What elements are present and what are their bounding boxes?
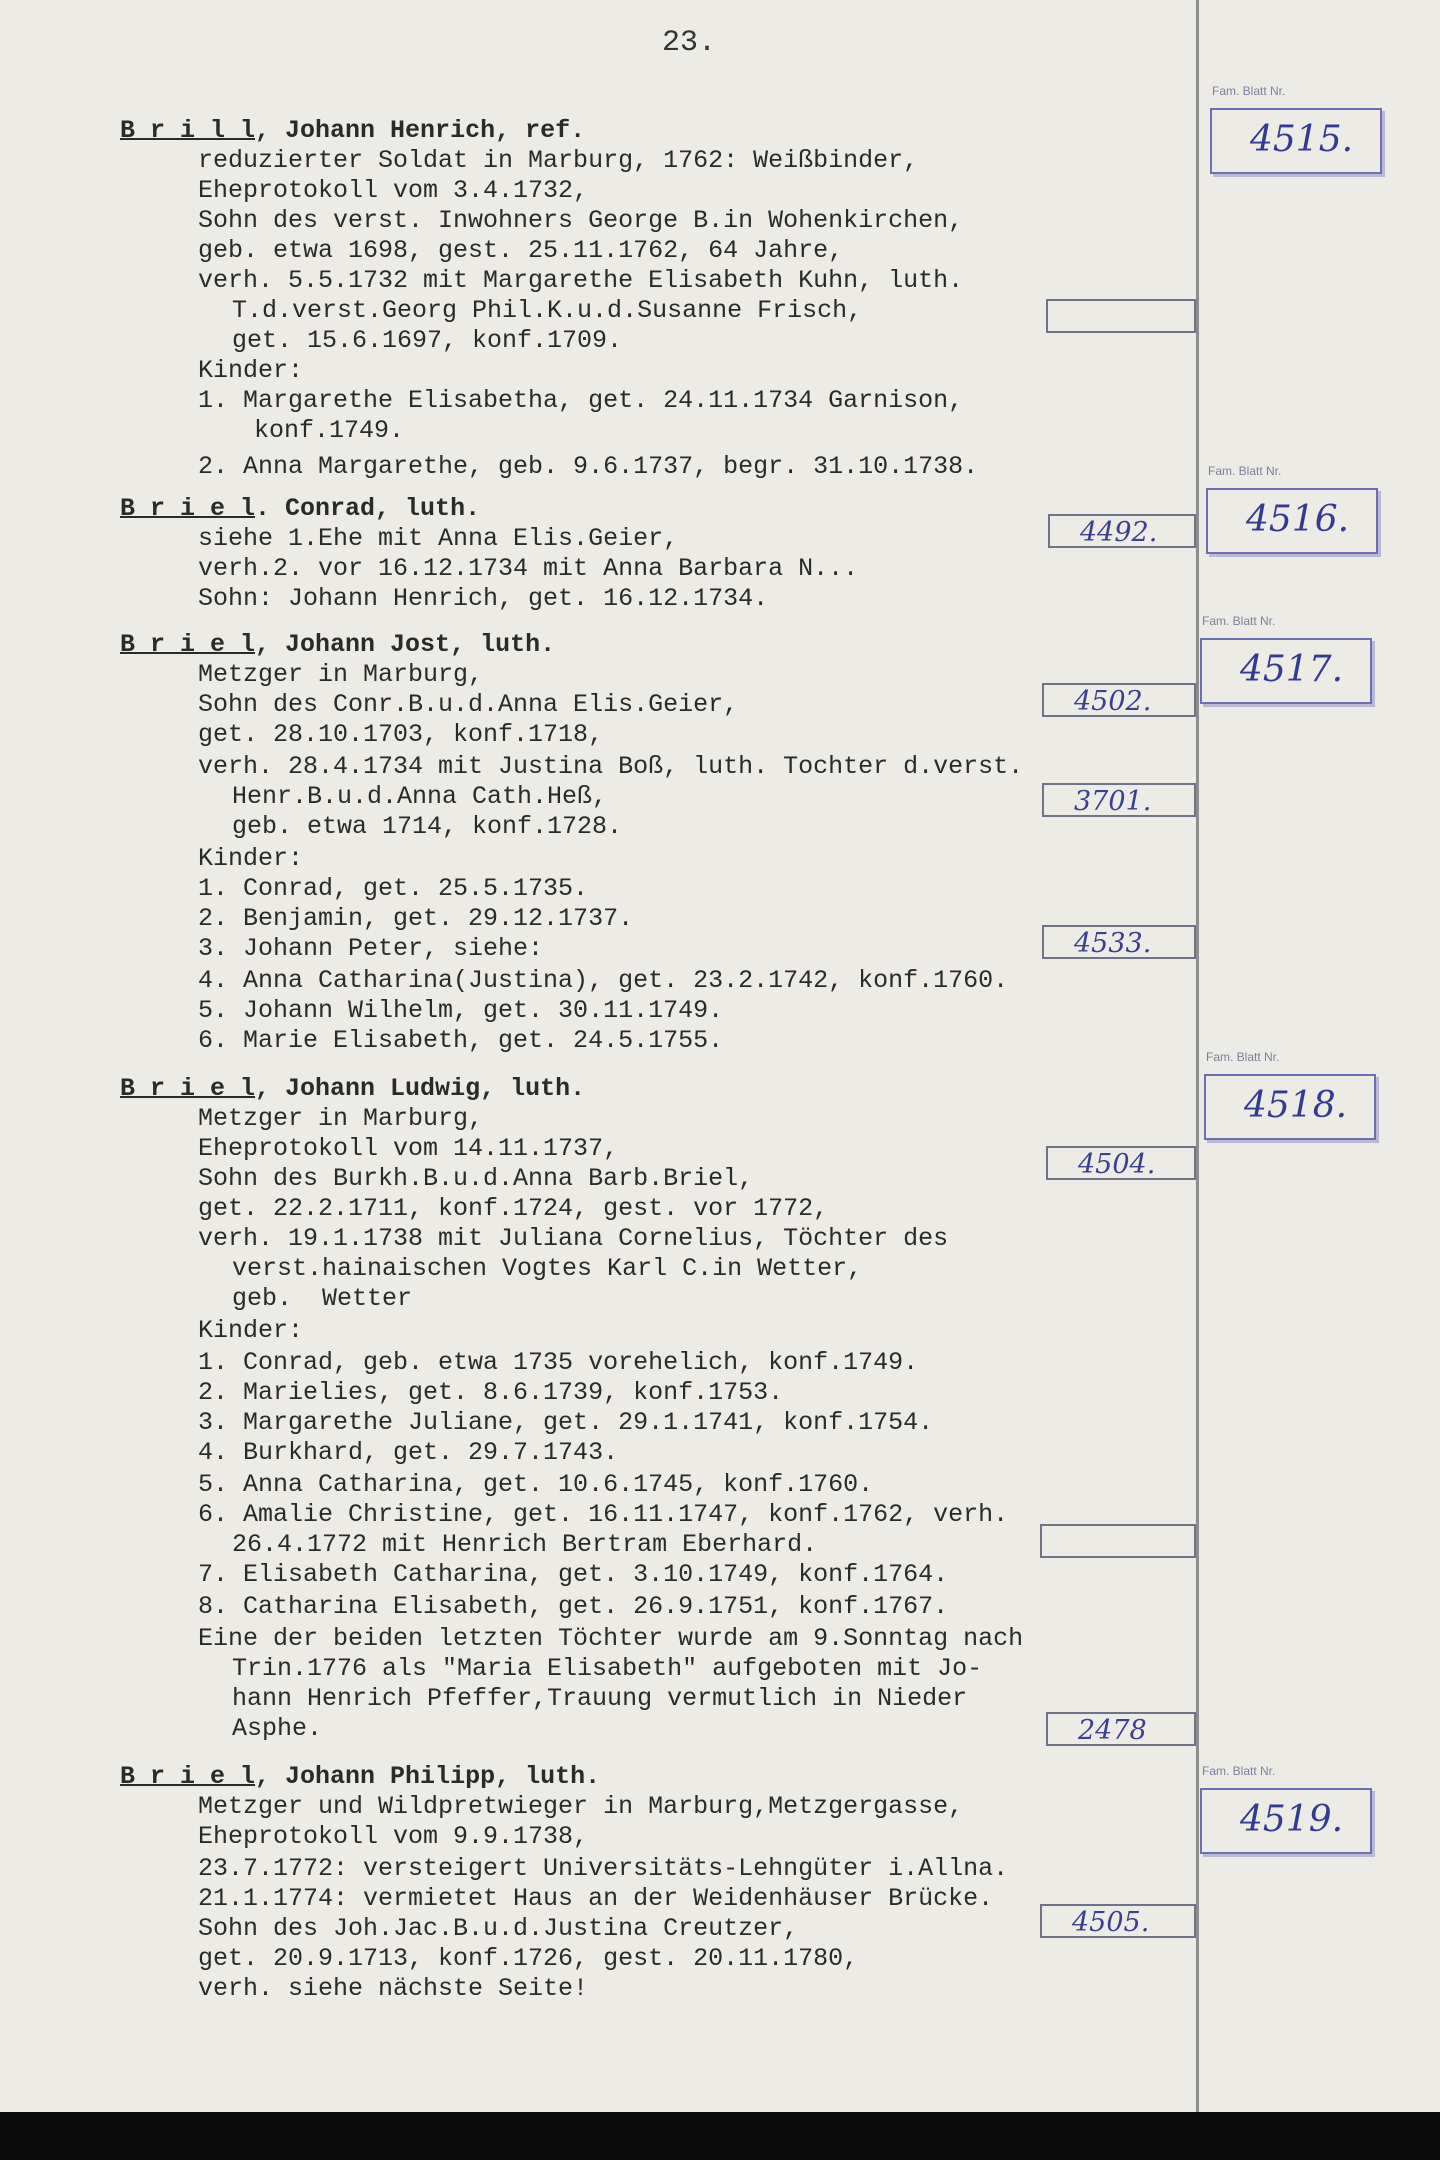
entry-line: 1. Conrad, get. 25.5.1735.: [198, 874, 589, 903]
entry-line: 3. Margarethe Juliane, get. 29.1.1741, konf.1754.: [198, 1408, 934, 1437]
entry-line: Henr.B.u.d.Anna Cath.Heß,: [232, 782, 608, 811]
entry-line: 1. Margarethe Elisabetha, get. 24.11.1734 Garnison,: [198, 386, 964, 415]
reference-number-box: 4492.: [1048, 514, 1196, 548]
entry-line: 7. Elisabeth Catharina, get. 3.10.1749, konf.1764.: [198, 1560, 949, 1589]
family-sheet-label: Fam. Blatt Nr.: [1202, 614, 1276, 628]
entry-line: Sohn des Conr.B.u.d.Anna Elis.Geier,: [198, 690, 739, 719]
entry-line: 4. Anna Catharina(Justina), get. 23.2.1742, konf.1760.: [198, 966, 1009, 995]
family-sheet-number: 4518.: [1204, 1074, 1376, 1140]
entry-line: Eheprotokoll vom 9.9.1738,: [198, 1822, 589, 1851]
entry-line: 23.7.1772: versteigert Universitäts-Lehngüter i.Allna.: [198, 1854, 1009, 1883]
reference-number-box: 4504.: [1046, 1146, 1196, 1180]
entry-line: 8. Catharina Elisabeth, get. 26.9.1751, konf.1767.: [198, 1592, 949, 1621]
entry-line: 1. Conrad, geb. etwa 1735 vorehelich, konf.1749.: [198, 1348, 919, 1377]
family-sheet-number: 4517.: [1200, 638, 1372, 704]
entry-line: Trin.1776 als "Maria Elisabeth" aufgeboten mit Jo-: [232, 1654, 983, 1683]
entry-line: Sohn: Johann Henrich, get. 16.12.1734.: [198, 584, 769, 613]
entry-line: 26.4.1772 mit Henrich Bertram Eberhard.: [232, 1530, 818, 1559]
entry-heading: B r i e l. Conrad, luth.: [120, 494, 481, 523]
family-sheet-label: Fam. Blatt Nr.: [1208, 464, 1282, 478]
entry-line: Metzger und Wildpretwieger in Marburg,Metzgergasse,: [198, 1792, 964, 1821]
entry-line: get. 28.10.1703, konf.1718,: [198, 720, 604, 749]
entry-line: Kinder:: [198, 356, 304, 385]
entry-line: verst.hainaischen Vogtes Karl C.in Wetter,: [232, 1254, 863, 1283]
entry-line: geb. etwa 1714, konf.1728.: [232, 812, 623, 841]
reference-number-box: [1046, 299, 1196, 333]
entry-line: Sohn des Joh.Jac.B.u.d.Justina Creutzer,: [198, 1914, 799, 1943]
entry-line: get. 22.2.1711, konf.1724, gest. vor 1772,: [198, 1194, 829, 1223]
entry-line: Metzger in Marburg,: [198, 660, 484, 689]
entry-line: verh. 5.5.1732 mit Margarethe Elisabeth Kuhn, luth.: [198, 266, 964, 295]
entry-heading: B r i e l, Johann Jost, luth.: [120, 630, 556, 659]
margin-divider: [1196, 0, 1199, 2112]
entry-line: 2. Anna Margarethe, geb. 9.6.1737, begr. 31.10.1738.: [198, 452, 979, 481]
family-sheet-number: 4515.: [1210, 108, 1382, 174]
entry-line: Eheprotokoll vom 14.11.1737,: [198, 1134, 619, 1163]
family-sheet-label: Fam. Blatt Nr.: [1206, 1050, 1280, 1064]
page-number: 23.: [662, 26, 717, 60]
entry-line: 6. Marie Elisabeth, get. 24.5.1755.: [198, 1026, 724, 1055]
entry-line: Eine der beiden letzten Töchter wurde am 9.Sonntag nach: [198, 1624, 1024, 1653]
entry-line: Asphe.: [232, 1714, 323, 1743]
family-sheet-label: Fam. Blatt Nr.: [1212, 84, 1286, 98]
entry-line: konf.1749.: [254, 416, 405, 445]
entry-line: verh. siehe nächste Seite!: [198, 1974, 589, 2003]
entry-heading: B r i e l, Johann Ludwig, luth.: [120, 1074, 586, 1103]
entry-line: geb. etwa 1698, gest. 25.11.1762, 64 Jahre,: [198, 236, 844, 265]
entry-line: Kinder:: [198, 844, 304, 873]
entry-line: siehe 1.Ehe mit Anna Elis.Geier,: [198, 524, 679, 553]
entry-line: Metzger in Marburg,: [198, 1104, 484, 1133]
reference-number-box: 4502.: [1042, 683, 1196, 717]
reference-number-box: 3701.: [1042, 783, 1196, 817]
entry-line: Eheprotokoll vom 3.4.1732,: [198, 176, 589, 205]
entry-line: 21.1.1774: vermietet Haus an der Weidenhäuser Brücke.: [198, 1884, 994, 1913]
entry-line: 6. Amalie Christine, get. 16.11.1747, konf.1762, verh.: [198, 1500, 1009, 1529]
entry-line: get. 15.6.1697, konf.1709.: [232, 326, 623, 355]
entry-line: 5. Johann Wilhelm, get. 30.11.1749.: [198, 996, 724, 1025]
entry-line: verh. 19.1.1738 mit Juliana Cornelius, Töchter des: [198, 1224, 949, 1253]
entry-line: Sohn des Burkh.B.u.d.Anna Barb.Briel,: [198, 1164, 754, 1193]
reference-number-box: 4505.: [1040, 1904, 1196, 1938]
entry-line: hann Henrich Pfeffer,Trauung vermutlich in Nieder: [232, 1684, 968, 1713]
entry-line: reduzierter Soldat in Marburg, 1762: Weißbinder,: [198, 146, 919, 175]
scan-border: [0, 2112, 1440, 2160]
family-sheet-number: 4516.: [1206, 488, 1378, 554]
entry-line: 4. Burkhard, get. 29.7.1743.: [198, 1438, 619, 1467]
entry-line: verh. 28.4.1734 mit Justina Boß, luth. Tochter d.verst.: [198, 752, 1024, 781]
reference-number-box: [1040, 1524, 1196, 1558]
family-sheet-number: 4519.: [1200, 1788, 1372, 1854]
entry-line: verh.2. vor 16.12.1734 mit Anna Barbara N...: [198, 554, 859, 583]
family-sheet-label: Fam. Blatt Nr.: [1202, 1764, 1276, 1778]
entry-line: Sohn des verst. Inwohners George B.in Wohenkirchen,: [198, 206, 964, 235]
entry-heading: B r i l l, Johann Henrich, ref.: [120, 116, 586, 145]
entry-line: 5. Anna Catharina, get. 10.6.1745, konf.1760.: [198, 1470, 874, 1499]
entry-line: 2. Marielies, get. 8.6.1739, konf.1753.: [198, 1378, 784, 1407]
reference-number-box: 4533.: [1042, 925, 1196, 959]
entry-line: geb. Wetter: [232, 1284, 413, 1313]
entry-line: 3. Johann Peter, siehe:: [198, 934, 544, 963]
entry-heading: B r i e l, Johann Philipp, luth.: [120, 1762, 601, 1791]
entry-line: get. 20.9.1713, konf.1726, gest. 20.11.1780,: [198, 1944, 859, 1973]
reference-number-box: 2478: [1046, 1712, 1196, 1746]
entry-line: 2. Benjamin, get. 29.12.1737.: [198, 904, 634, 933]
entry-line: Kinder:: [198, 1316, 304, 1345]
entry-line: T.d.verst.Georg Phil.K.u.d.Susanne Frisch,: [232, 296, 863, 325]
